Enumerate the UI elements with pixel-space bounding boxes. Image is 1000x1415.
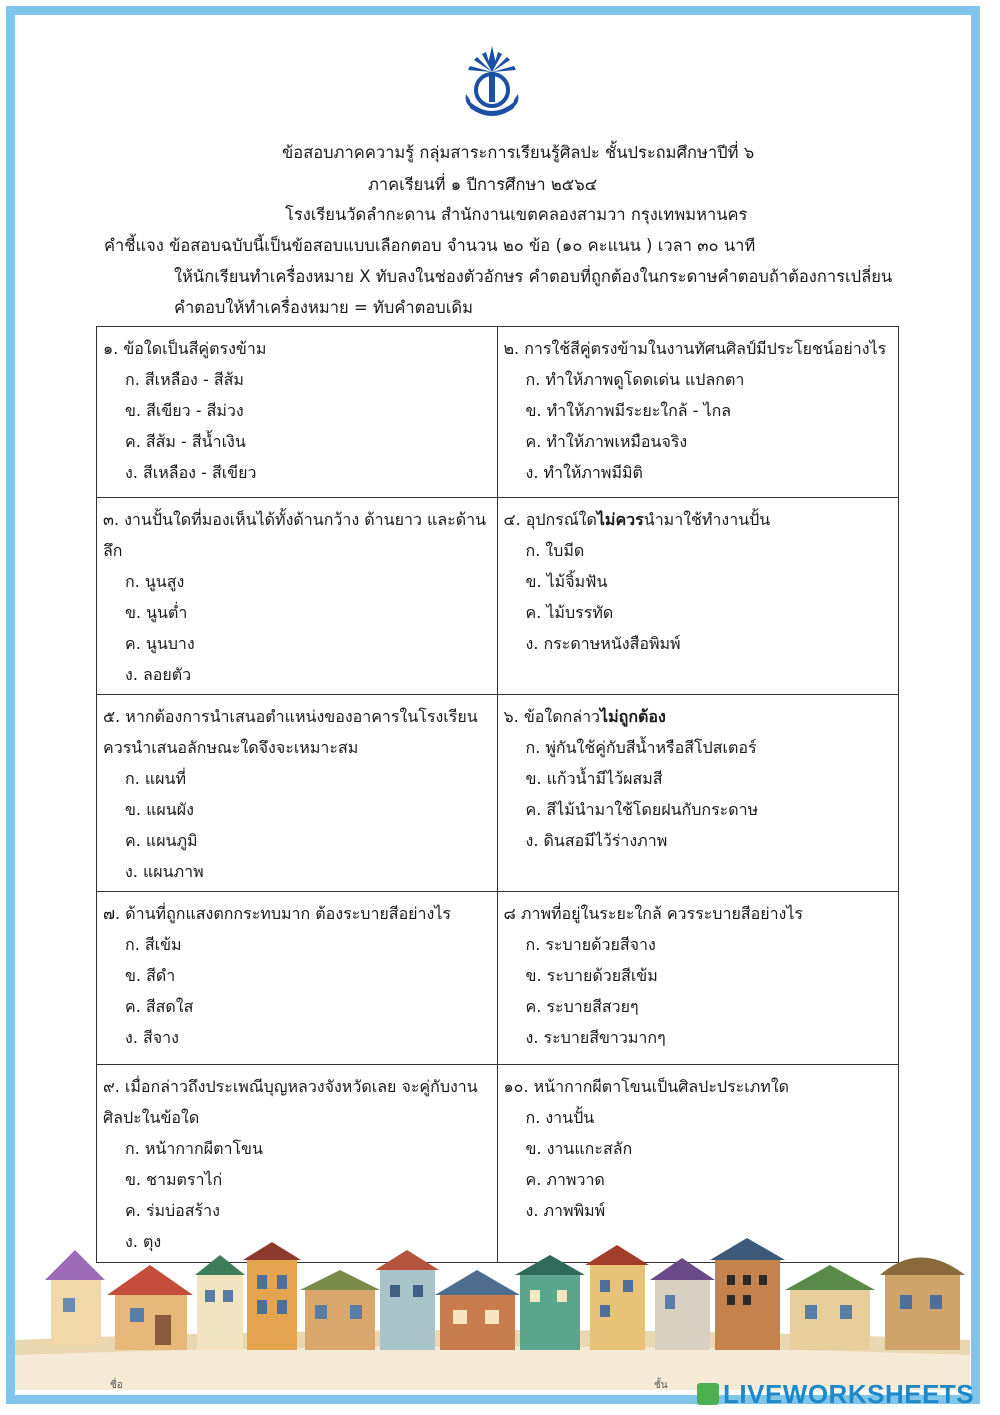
question-text: ๘ ภาพที่อยู่ในระยะใกล้ ควรระบายสีอย่างไร (503, 904, 804, 923)
question-text (504, 701, 893, 732)
option[interactable]: ก. พู่กันใช้คู่กับสีน้ำหรือสีโปสเตอร์ (525, 738, 757, 757)
house (243, 1242, 301, 1350)
exam-title: ข้อสอบภาคความรู้ กลุ่มสาระการเรียนรู้ศิลปะ ชั้นประถมศึกษาปีที่ ๖ (282, 143, 755, 162)
option[interactable]: ง. ตุง (125, 1232, 162, 1251)
option[interactable]: ค. สีไม้นำมาใช้โดยฝนกับกระดาษ (525, 800, 759, 819)
option[interactable]: ก. ทำให้ภาพดูโดดเด่น แปลกตา (525, 370, 745, 389)
option[interactable]: ค. ระบายสีสวยๆ (525, 997, 639, 1016)
question-grid (96, 326, 899, 1263)
question-2 (498, 327, 899, 497)
question-6 (498, 695, 899, 891)
option[interactable]: ข. แก้วน้ำมีไว้ผสมสี (525, 769, 663, 788)
house (650, 1258, 715, 1350)
question-text: ๗. ด้านที่ถูกแสงตกกระทบมาก ต้องระบายสีอย่างไร (103, 904, 451, 923)
option[interactable]: ก. หน้ากากผีตาโขน (125, 1139, 263, 1158)
option[interactable]: ก. ระบายด้วยสีจาง (525, 935, 656, 954)
option[interactable]: ข. ไม้จิ้มฟัน (525, 572, 608, 591)
question-1 (97, 327, 498, 497)
house (45, 1250, 105, 1345)
instructions-line-2: ให้นักเรียนทำเครื่องหมาย X ทับลงในช่องตัวอักษร คำตอบที่ถูกต้องในกระดาษคำตอบถ้าต้องการเปลี่ยน (174, 267, 893, 286)
question-text-emphasis: ไม่ถูกต้อง (600, 707, 666, 726)
option[interactable]: ค. ภาพวาด (525, 1170, 605, 1189)
option[interactable]: ข. แผนผัง (125, 800, 194, 819)
option[interactable]: ง. สีจาง (125, 1028, 179, 1047)
question-text-part: ๖. ข้อใดกล่าว (503, 707, 601, 726)
option[interactable]: ง. ลอยตัว (125, 665, 192, 684)
instructions-line-3: คำตอบให้ทำเครื่องหมาย = ทับคำตอบเดิม (174, 298, 473, 317)
school-emblem-icon (452, 42, 532, 122)
option[interactable]: ง. ดินสอมีไว้ร่างภาพ (525, 831, 668, 850)
question-text (504, 504, 893, 535)
option[interactable]: ค. ไม้บรรทัด (525, 603, 614, 622)
question-text: ๕. หากต้องการนำเสนอตำแหน่งของอาคารในโรงเรียนควรนำเสนอลักษณะใดจึงจะเหมาะสม (103, 707, 478, 757)
question-text: ๓. งานปั้นใดที่มองเห็นได้ทั้งด้านกว้าง ด้านยาว และด้านลึก (103, 510, 487, 560)
question-row (96, 326, 899, 498)
option[interactable]: ค. สีสดใส (125, 997, 194, 1016)
option[interactable]: ข. ชามตราไก่ (125, 1170, 223, 1189)
liveworksheets-logo[interactable] (697, 1380, 974, 1408)
question-text-part: นำมาใช้ทำงานปั้น (643, 510, 771, 529)
option[interactable]: ค. แผนภูมิ (125, 831, 198, 850)
option[interactable]: ก. สีเหลือง - สีส้ม (125, 370, 244, 389)
question-text-part: ๔. อุปกรณ์ใด (503, 510, 597, 529)
option[interactable]: ก. ใบมีด (525, 541, 585, 560)
option[interactable]: ก. งานปั้น (525, 1108, 595, 1127)
question-text: ๑. ข้อใดเป็นสีคู่ตรงข้าม (103, 339, 267, 358)
option[interactable]: ง. แผนภาพ (125, 862, 204, 881)
option[interactable]: ค. นูนบาง (125, 634, 195, 653)
house (195, 1255, 245, 1350)
school-name: โรงเรียนวัดลำกะดาน สำนักงานเขตคลองสามวา กรุงเทพมหานคร (285, 205, 748, 224)
option[interactable]: ข. ระบายด้วยสีเข้ม (525, 966, 658, 985)
house (375, 1250, 439, 1350)
house (300, 1270, 380, 1350)
question-5 (97, 695, 498, 891)
option[interactable]: ง. สีเหลือง - สีเขียว (125, 463, 257, 482)
house (785, 1265, 875, 1350)
house (880, 1258, 965, 1351)
question-row (96, 695, 899, 892)
option[interactable]: ข. สีเขียว - สีม่วง (125, 401, 244, 420)
option[interactable]: ข. ทำให้ภาพมีระยะใกล้ - ไกล (525, 401, 732, 420)
option[interactable]: ก. สีเข้ม (125, 935, 182, 954)
option[interactable]: ง. ระบายสีขาวมากๆ (525, 1028, 666, 1047)
question-3 (97, 498, 498, 694)
liveworksheets-icon (697, 1383, 719, 1405)
question-text-emphasis: ไม่ควร (596, 510, 644, 529)
brand-text: LIVEWORKSHEETS (723, 1378, 975, 1409)
option[interactable]: ง. ทำให้ภาพมีมิติ (525, 463, 643, 482)
question-8 (498, 892, 899, 1064)
option[interactable]: ก. แผนที่ (125, 769, 187, 788)
option[interactable]: ก. นูนสูง (125, 572, 185, 591)
name-label: ชื่อ (110, 1380, 123, 1391)
semester-line: ภาคเรียนที่ ๑ ปีการศึกษา ๒๕๖๔ (368, 175, 598, 194)
question-4 (498, 498, 899, 694)
house (585, 1245, 649, 1350)
house (515, 1255, 585, 1350)
house (710, 1238, 785, 1350)
option[interactable]: ค. ทำให้ภาพเหมือนจริง (525, 432, 688, 451)
option[interactable]: ค. สีส้ม - สีน้ำเงิน (125, 432, 246, 451)
instructions-line-1: คำชี้แจง ข้อสอบฉบับนี้เป็นข้อสอบแบบเลือกตอบ จำนวน ๒๐ ข้อ (๑๐ คะแนน ) เวลา ๓๐ นาที (104, 236, 756, 255)
option[interactable]: ค. ร่มบ่อสร้าง (125, 1201, 220, 1220)
question-text: ๙. เมื่อกล่าวถึงประเพณีบุญหลวงจังหวัดเลย จะคู่กับงานศิลปะในข้อใด (103, 1077, 478, 1127)
class-label: ชั้น (654, 1380, 668, 1391)
house (107, 1265, 193, 1350)
question-text: ๒. การใช้สีคู่ตรงข้ามในงานทัศนศิลป์มีประโยชน์อย่างไร (503, 339, 887, 358)
option[interactable]: ง. กระดาษหนังสือพิมพ์ (525, 634, 681, 653)
question-7 (97, 892, 498, 1064)
house (435, 1270, 520, 1350)
option[interactable]: ง. ภาพพิมพ์ (525, 1201, 606, 1220)
question-row (96, 498, 899, 695)
houses-illustration (15, 1220, 970, 1390)
question-row (96, 892, 899, 1065)
option[interactable]: ข. งานแกะสลัก (525, 1139, 633, 1158)
question-text: ๑๐. หน้ากากผีตาโขนเป็นศิลปะประเภทใด (503, 1077, 790, 1096)
option[interactable]: ข. นูนต่ำ (125, 603, 188, 622)
option[interactable]: ข. สีดำ (125, 966, 176, 985)
